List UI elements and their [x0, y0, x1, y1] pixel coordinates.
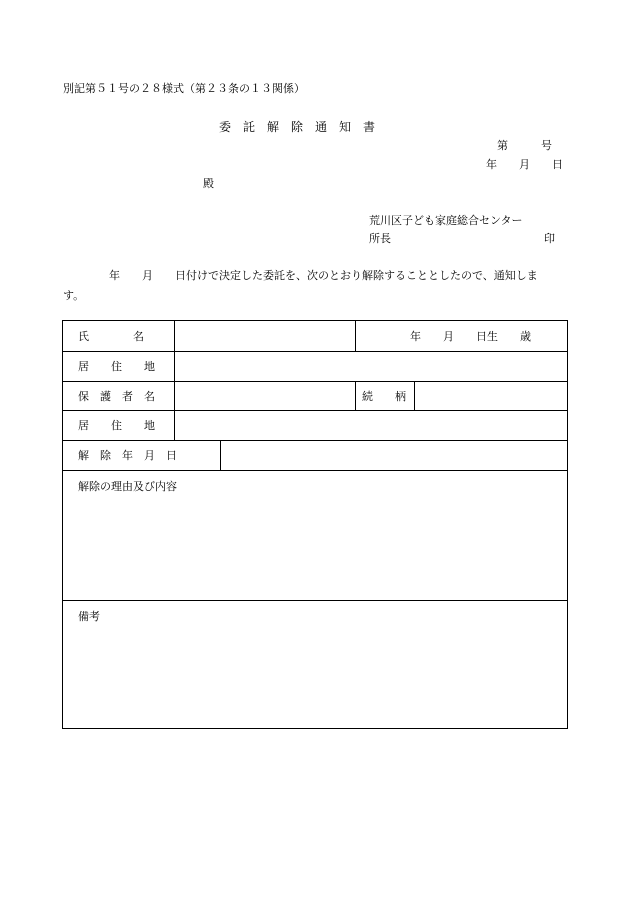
name-label: 氏 名	[78, 330, 144, 343]
guardian-label: 保 護 者 名	[78, 389, 155, 403]
row-remarks[interactable]	[63, 600, 567, 728]
row-guardian	[63, 381, 567, 411]
row-guardian-address	[63, 410, 567, 441]
guardian-label-cell	[63, 381, 174, 410]
row-address	[63, 351, 567, 382]
address2-field[interactable]	[174, 410, 567, 440]
addressee-suffix: 殿	[203, 177, 214, 190]
address1-label: 居 住 地	[78, 360, 155, 373]
cancel-date-label-cell	[63, 440, 220, 470]
guardian-field[interactable]	[174, 381, 355, 410]
address1-field[interactable]	[174, 351, 567, 381]
row-name	[63, 321, 567, 352]
address2-label-cell	[63, 410, 174, 440]
name-label-cell	[63, 321, 174, 351]
address2-label: 居 住 地	[78, 419, 155, 432]
document-number: 第 号	[497, 139, 552, 152]
body-text-line2: す。	[63, 289, 85, 302]
relation-field[interactable]	[414, 381, 567, 410]
cancel-date-label: 解 除 年 月 日	[78, 449, 177, 462]
row-reason[interactable]	[63, 470, 567, 601]
birth-date-field[interactable]	[355, 321, 567, 351]
cancel-date-field[interactable]	[220, 440, 567, 470]
issue-date: 年 月 日	[486, 158, 563, 171]
birth-label: 年 月 日生 歳	[410, 330, 531, 343]
relation-label-cell	[355, 381, 414, 410]
notification-form-table	[62, 320, 568, 729]
name-field[interactable]	[174, 321, 355, 351]
address1-label-cell	[63, 351, 174, 381]
issuer-title: 所長	[369, 232, 391, 245]
issuer-organization: 荒川区子ども家庭総合センター	[369, 214, 523, 227]
relation-label: 続 柄	[362, 389, 406, 403]
body-text-line1: 年 月 日付けで決定した委託を、次のとおり解除することとしたので、通知しま	[109, 269, 538, 282]
reason-label: 解除の理由及び内容	[78, 480, 177, 493]
row-cancel-date	[63, 440, 567, 471]
form-number: 別記第５１号の２８様式（第２３条の１３関係）	[63, 82, 305, 95]
remarks-label: 備考	[78, 610, 100, 623]
document-title: 委 託 解 除 通 知 書	[219, 120, 376, 134]
seal-mark: 印	[544, 232, 555, 245]
